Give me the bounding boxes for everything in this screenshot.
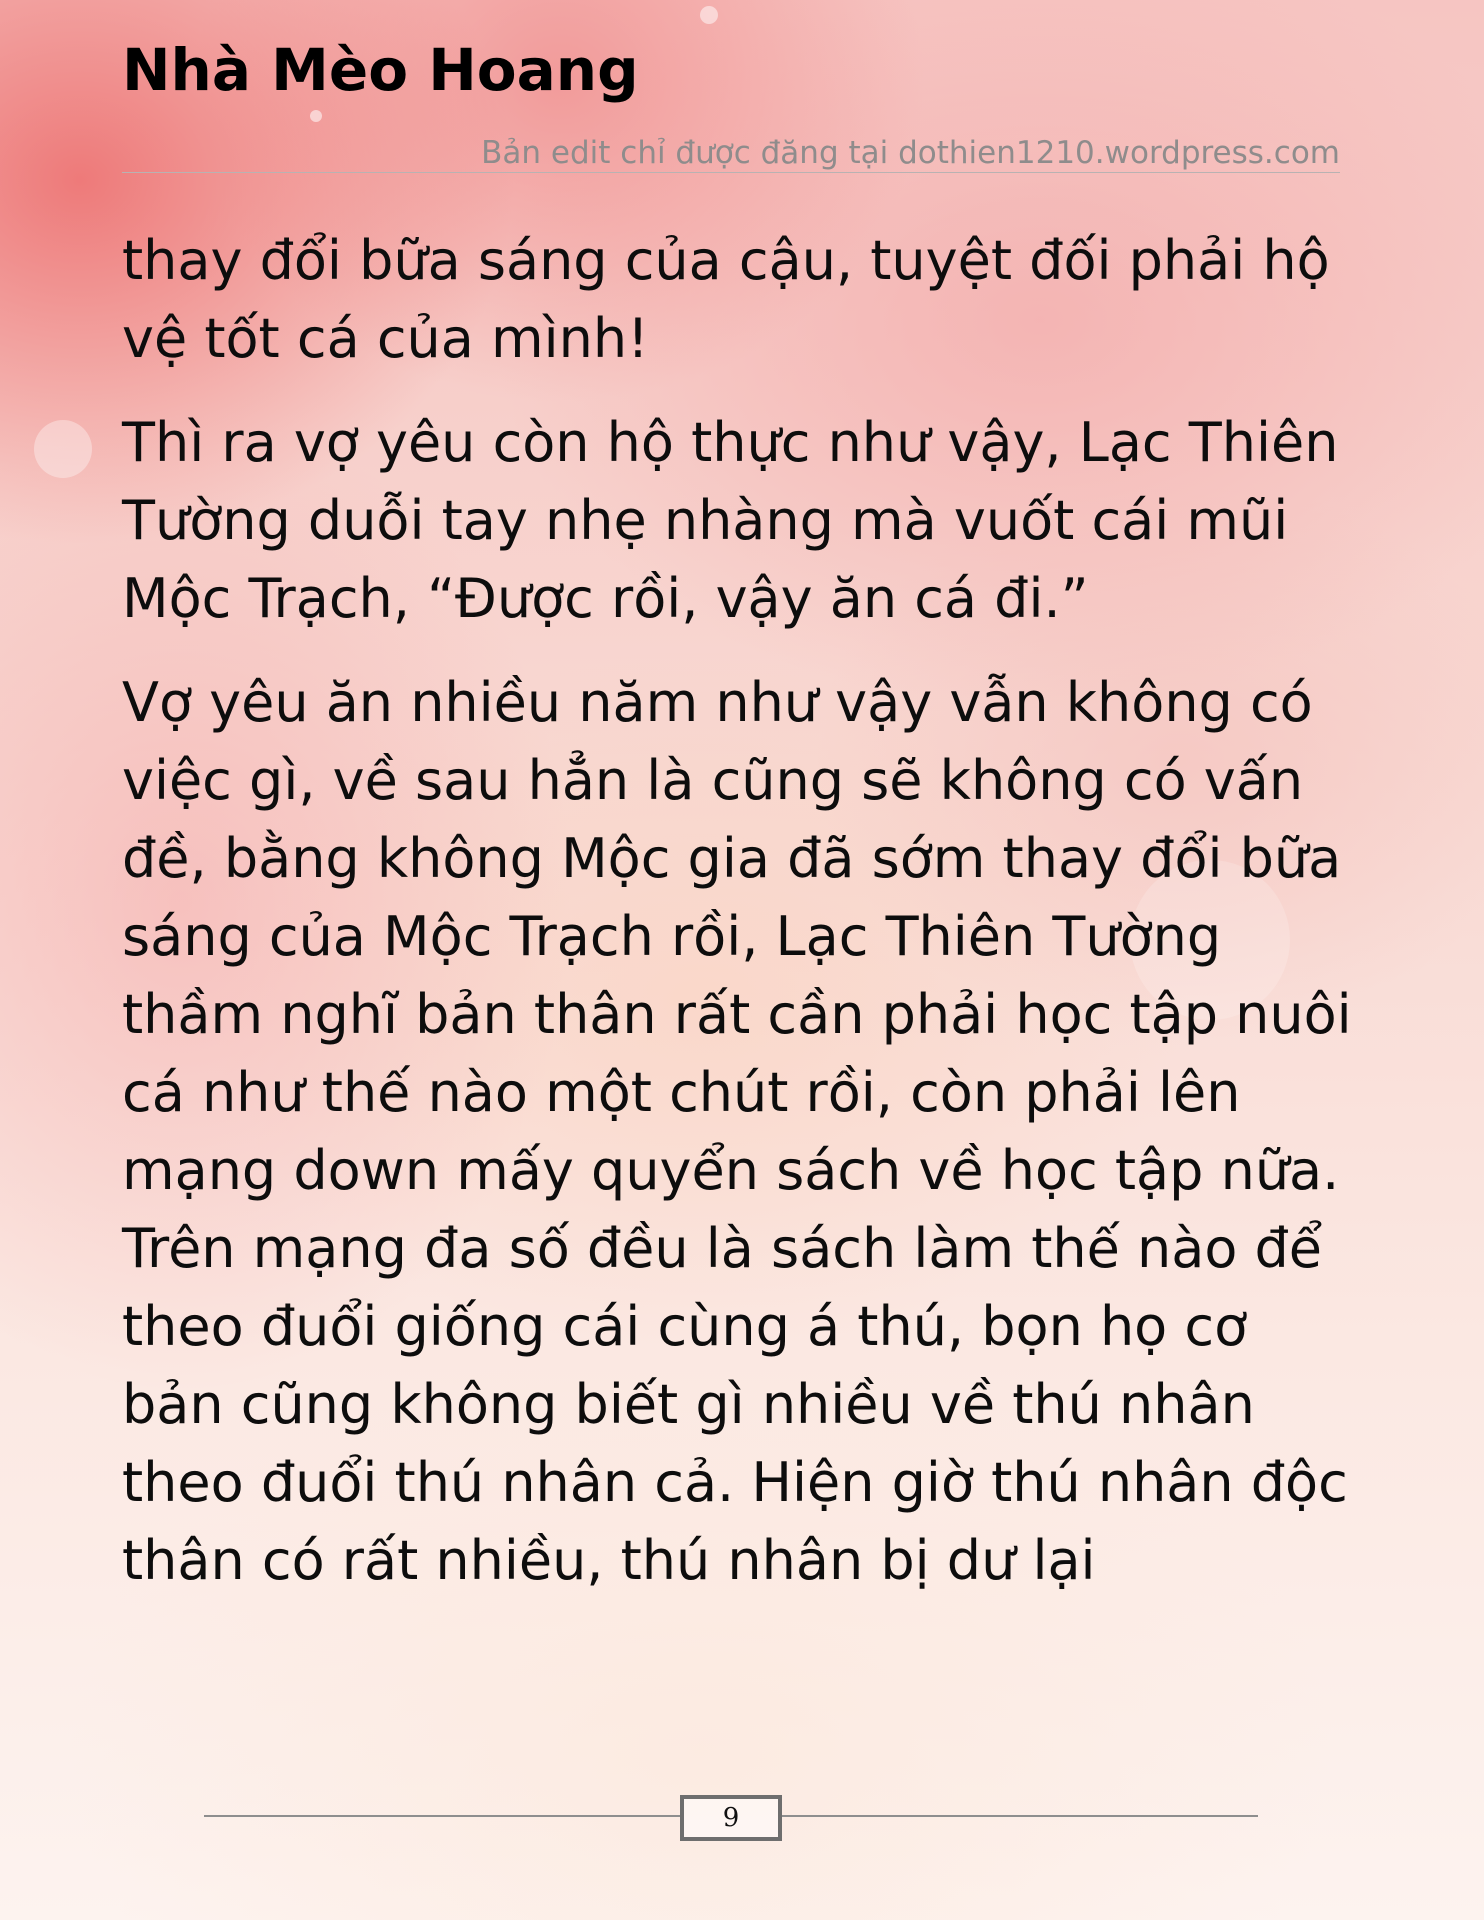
header-divider [122,172,1340,173]
page-number: 9 [680,1795,782,1841]
footer-divider-right [780,1815,1258,1817]
background-decoration [34,420,92,478]
background-decoration [700,6,718,24]
page-title: Nhà Mèo Hoang [122,36,639,104]
background-decoration [310,110,322,122]
body-text [122,222,1352,1626]
header-subtitle: Bản edit chỉ được đăng tại dothien1210.wordpress.com [481,135,1340,171]
footer-divider-left [204,1815,680,1817]
paragraph: Thì ra vợ yêu còn hộ thực như vậy, Lạc Thiên Tường duỗi tay nhẹ nhàng mà vuốt cái mũi Mộc Trạch, “Được rồi, vậy ăn cá đi.” [122,411,1339,630]
paragraph: thay đổi bữa sáng của cậu, tuyệt đối phải hộ vệ tốt cá của mình! [122,229,1330,370]
paragraph: Vợ yêu ăn nhiều năm như vậy vẫn không có việc gì, về sau hẳn là cũng sẽ không có vấn đề, bằng không Mộc gia đã sớm thay đổi bữa sáng của Mộc Trạch rồi, Lạc Thiên Tường thầm nghĩ bản thân rất cần phải học tập nuôi cá như thế nào một chút rồi, còn phải lên mạng down mấy quyển sách về học tập nữa. Trên mạng đa số đều là sách làm thế nào để theo đuổi giống cái cùng á thú, bọn họ cơ bản cũng không biết gì nhiều về thú nhân theo đuổi thú nhân cả. Hiện giờ thú nhân độc thân có rất nhiều, thú nhân bị dư lại [122,671,1352,1592]
